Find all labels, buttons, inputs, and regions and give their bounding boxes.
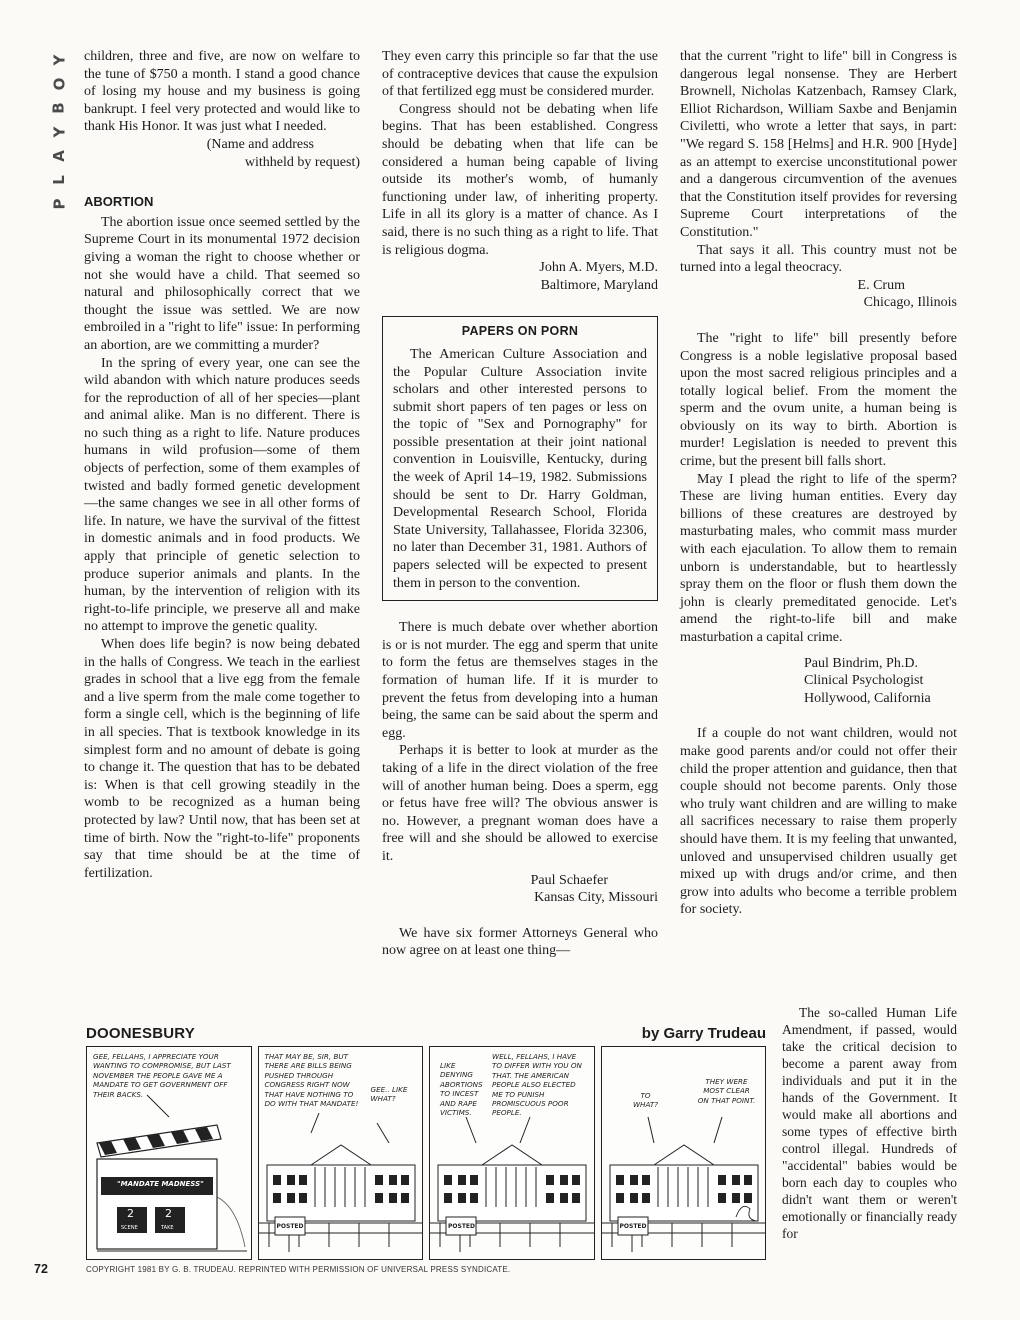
- letter-paragraph: We have six former Attorneys General who now agree on at least one thing—: [382, 925, 658, 959]
- logo-letter: O: [49, 77, 68, 91]
- speech-bubble: TO WHAT?: [632, 1091, 659, 1110]
- posted-sign: POSTED: [619, 1223, 647, 1230]
- signature-line: E. Crum: [857, 277, 905, 293]
- logo-letter: A: [49, 150, 68, 162]
- letter-paragraph: That says it all. This country must not be turned into a legal theocracy.: [680, 242, 957, 276]
- letter-paragraph: Perhaps it is better to look at murder as the taking of a life in the direct violation of the free will of another human being. Does a sperm, egg or fetus have free will? The obvious answer is no. However, a pregnant woman does have a free will and she should be allowed to exercise it.: [382, 743, 658, 864]
- letter-paragraph: When does life begin? is now being debated in the halls of Congress. We teach in the earliest grades in school that a live egg from the female and a live sperm from the male come together to form a single cell, which is the beginning of life in all species. That is textbook knowledge in its simplest form and no amount of debate is going to change it. The question that has to be debated is: When is that cell growing steadily in the womb to be recognized as a human being protected by law? Until now, that has been set at time of birth. Now the "right-to-life" proponents say that time should be at the time of fertilization.: [84, 637, 360, 881]
- clapperboard-scene-label: SCENE: [121, 1225, 138, 1231]
- comic-panel-3: [429, 1046, 595, 1260]
- speech-bubble: WELL, FELLAHS, I HAVE TO DIFFER WITH YOU ON THAT. THE AMERICAN PEOPLE ALSO ELECTED ME TO PUNISH PROMISCUOUS POOR PEOPLE.: [492, 1052, 582, 1118]
- page-number: 72: [34, 1262, 48, 1276]
- logo-letter: Y: [50, 126, 68, 138]
- letter-signature: [382, 259, 658, 294]
- clapperboard-take-label: TAKE: [161, 1225, 174, 1231]
- section-heading: ABORTION: [84, 194, 154, 210]
- logo-letter: L: [50, 175, 68, 185]
- signature-line: Chicago, Illinois: [863, 295, 957, 311]
- logo-letter: Y: [50, 54, 68, 66]
- letter-paragraph: If a couple do not want children, would not make good parents and/or could not offer their child the proper attention and guidance, then that couple should not become parents. Only those who truly want children and are willing to make all sacrifices necessary to raise them properly should have them. It is my feeling that unwanted, unloved and unsupervised children usually get mixed up with drugs and/or crime, and then grow into adults who become a terrible problem for society.: [680, 726, 957, 918]
- clapperboard-title: "MANDATE MADNESS": [117, 1180, 204, 1188]
- comic-panel-2: [258, 1046, 424, 1260]
- letter-paragraph: The abortion issue once seemed settled by the Supreme Court in its monumental 1972 decision giving a woman the right to choose whether or not she would have a child. That seemed so natural and philosophically correct that we thought the issue was settled. We are now embroiled in a "right to life" issue: In performing an abortion, are we committing a murder?: [84, 214, 360, 353]
- clapperboard-scene: 2: [127, 1207, 134, 1220]
- letter-paragraph: There is much debate over whether abortion is or is not murder. The egg and sperm that unite to form the fetus are themselves stages in the formation of human life. If it is murder to prevent the fetus from developing into a human being, the same can be said about the sperm and egg.: [382, 620, 658, 741]
- letter-signature: [84, 154, 360, 172]
- comic-panel-4: [601, 1046, 767, 1260]
- signature-line: Baltimore, Maryland: [540, 277, 658, 293]
- speech-bubble: THEY WERE MOST CLEAR ON THAT POINT.: [697, 1077, 756, 1105]
- posted-sign: POSTED: [276, 1223, 304, 1230]
- column-1: [84, 48, 360, 882]
- letter-paragraph: children, three and five, are now on welfare to the tune of $750 a month. I stand a good chance of losing my house and my business is going bankrupt. I feel very protected and would like to thank His Honor. It was just what I needed.: [84, 49, 360, 135]
- letter-signature: [680, 277, 957, 312]
- logo-letter: B: [50, 102, 68, 114]
- signature-line: Hollywood, California: [804, 690, 931, 706]
- comic-title: DOONESBURY: [86, 1025, 195, 1042]
- column-3-continuation: [782, 1004, 957, 1242]
- speech-bubble: GEE.. LIKE WHAT?: [370, 1085, 408, 1104]
- posted-sign: POSTED: [448, 1223, 475, 1230]
- box-title: PAPERS ON PORN: [461, 324, 579, 339]
- signature-line: Kansas City, Missouri: [534, 890, 658, 906]
- signature-line: Clinical Psychologist: [804, 673, 924, 689]
- logo-letter: P: [50, 198, 68, 210]
- letter-paragraph: In the spring of every year, one can see the wild abandon with which nature produces seeds for the reproduction of all of her species—plant and animal alike. Man is no different. There is no such thing as a right to life. Nature produces humans in wild profusion—some of them objects of perfection, some of them examples of twisted and badly formed genetic development—the same changes we see in all other forms of life. In nature, we have the survival of the fittest in domestic animals and in food products. We apply that principle of genetic selection to produce superior animals and plants. In the human, by the intervention of religion with its right-to-life principle, we preserve all and make no attempt to improve the genetic quality.: [84, 355, 360, 635]
- signature-line: withheld by request): [244, 154, 360, 170]
- signature-line: (Name and address: [206, 136, 314, 152]
- signature-line: Paul Schaefer: [530, 872, 608, 888]
- papers-on-porn-box: [382, 316, 658, 601]
- doonesbury-comic: [86, 1022, 766, 1260]
- comic-header: [86, 1022, 766, 1042]
- letter-paragraph: The "right to life" bill presently before Congress is a noble legislative proposal based upon the most sacred religious principles and a totally logical belief. From the moment the sperm and the ovum unite, a human being is obviously on its way to birth. Abortion is murder! Legislation is needed to prevent this crime, but the present bill falls short.: [680, 330, 957, 470]
- letter-paragraph: Congress should not be debating when life begins. That has been established. Congress should be debating when that life can be considered a human being capable of living outside its mother's womb, of humanly functioning under law, of inheriting property. Life in all its glory is a matter of chance. As I said, there is no such thing as a right to life. That is religious dogma.: [382, 101, 658, 258]
- letter-signature: [382, 872, 658, 907]
- letter-paragraph: May I plead the right to life of the sperm? These are living human entities. Every day billions of these creatures are destroyed by masturbating males, who commit mass murder with each ejaculation. To allow them to remain unborn is understandable, but to heartlessly spray them on the floor or flush them down the john is clearly premeditated genocide. Let's amend the right-to-life bill and make masturbation a capital crime.: [680, 471, 957, 645]
- letter-signature: [680, 655, 957, 708]
- signature-line: Paul Bindrim, Ph.D.: [804, 655, 918, 671]
- comic-copyright: COPYRIGHT 1981 BY G. B. TRUDEAU. REPRINTED WITH PERMISSION OF UNIVERSAL PRESS SYNDICATE.: [86, 1265, 511, 1274]
- comic-panel-1: [86, 1046, 252, 1260]
- speech-bubble: GEE, FELLAHS, I APPRECIATE YOUR WANTING TO COMPROMISE, BUT LAST NOVEMBER THE PEOPLE GAVE ME A MANDATE TO GET GOVERNMENT OFF THEIR BACKS.: [93, 1052, 231, 1099]
- letter-paragraph: The so-called Human Life Amendment, if passed, would take the critical decision to become a parent away from individuals and put it in the hands of the Government. It would make all abortions and some types of effective birth control illegal. Hundreds of "accidental" babies would be born each day to couples who didn't want them or weren't emotionally or financially ready for: [782, 1005, 957, 1241]
- letter-paragraph: They even carry this principle so far that the use of contraceptive devices that cause the expulsion of that fertilized egg must be considered murder.: [382, 49, 658, 100]
- comic-byline: by Garry Trudeau: [641, 1025, 766, 1042]
- speech-bubble: THAT MAY BE, SIR, BUT THERE ARE BILLS BEING PUSHED THROUGH CONGRESS RIGHT NOW THAT HAVE NOTHING TO DO WITH THAT MANDATE!: [264, 1052, 359, 1109]
- letter-paragraph: that the current "right to life" bill in Congress is dangerous legal nonsense. They are Herbert Brownell, Nicholas Katzenbach, Ramsey Clark, Elliot Richardson, William Saxbe and Benjamin Civiletti, who wrote a letter that says, in part: "We regard S. 158 [Helms] and H.R. 900 [Hyde] as an attempt to exercise unconstitutional power and a dangerous circumvention of the avenues that the Constitution itself provides for reversing Supreme Court interpretations of the Constitution.": [680, 49, 957, 240]
- column-2: [382, 48, 658, 960]
- box-text: The American Culture Association and the Popular Culture Association invite scholars and other interested persons to submit short papers of ten pages or less on the topic of "Sex and Pornography" for possible presentation at their joint national convention in Louisville, Kentucky, during the week of April 14–19, 1982. Submissions should be sent to Dr. Harry Goldman, Developmental Research School, Florida State University, Tallahassee, Florida 32306, no later than December 31, 1981. Authors of papers selected will be expected to present them in person to the convention.: [393, 346, 647, 591]
- speech-bubble: LIKE DENYING ABORTIONS TO INCEST AND RAPE VICTIMS.: [440, 1061, 483, 1118]
- signature-line: John A. Myers, M.D.: [539, 260, 658, 276]
- clapperboard-take: 2: [165, 1207, 172, 1220]
- playboy-vertical-logo: [48, 48, 70, 216]
- comic-strip: [86, 1046, 766, 1260]
- letter-signature: [84, 136, 360, 154]
- column-3: [680, 48, 957, 919]
